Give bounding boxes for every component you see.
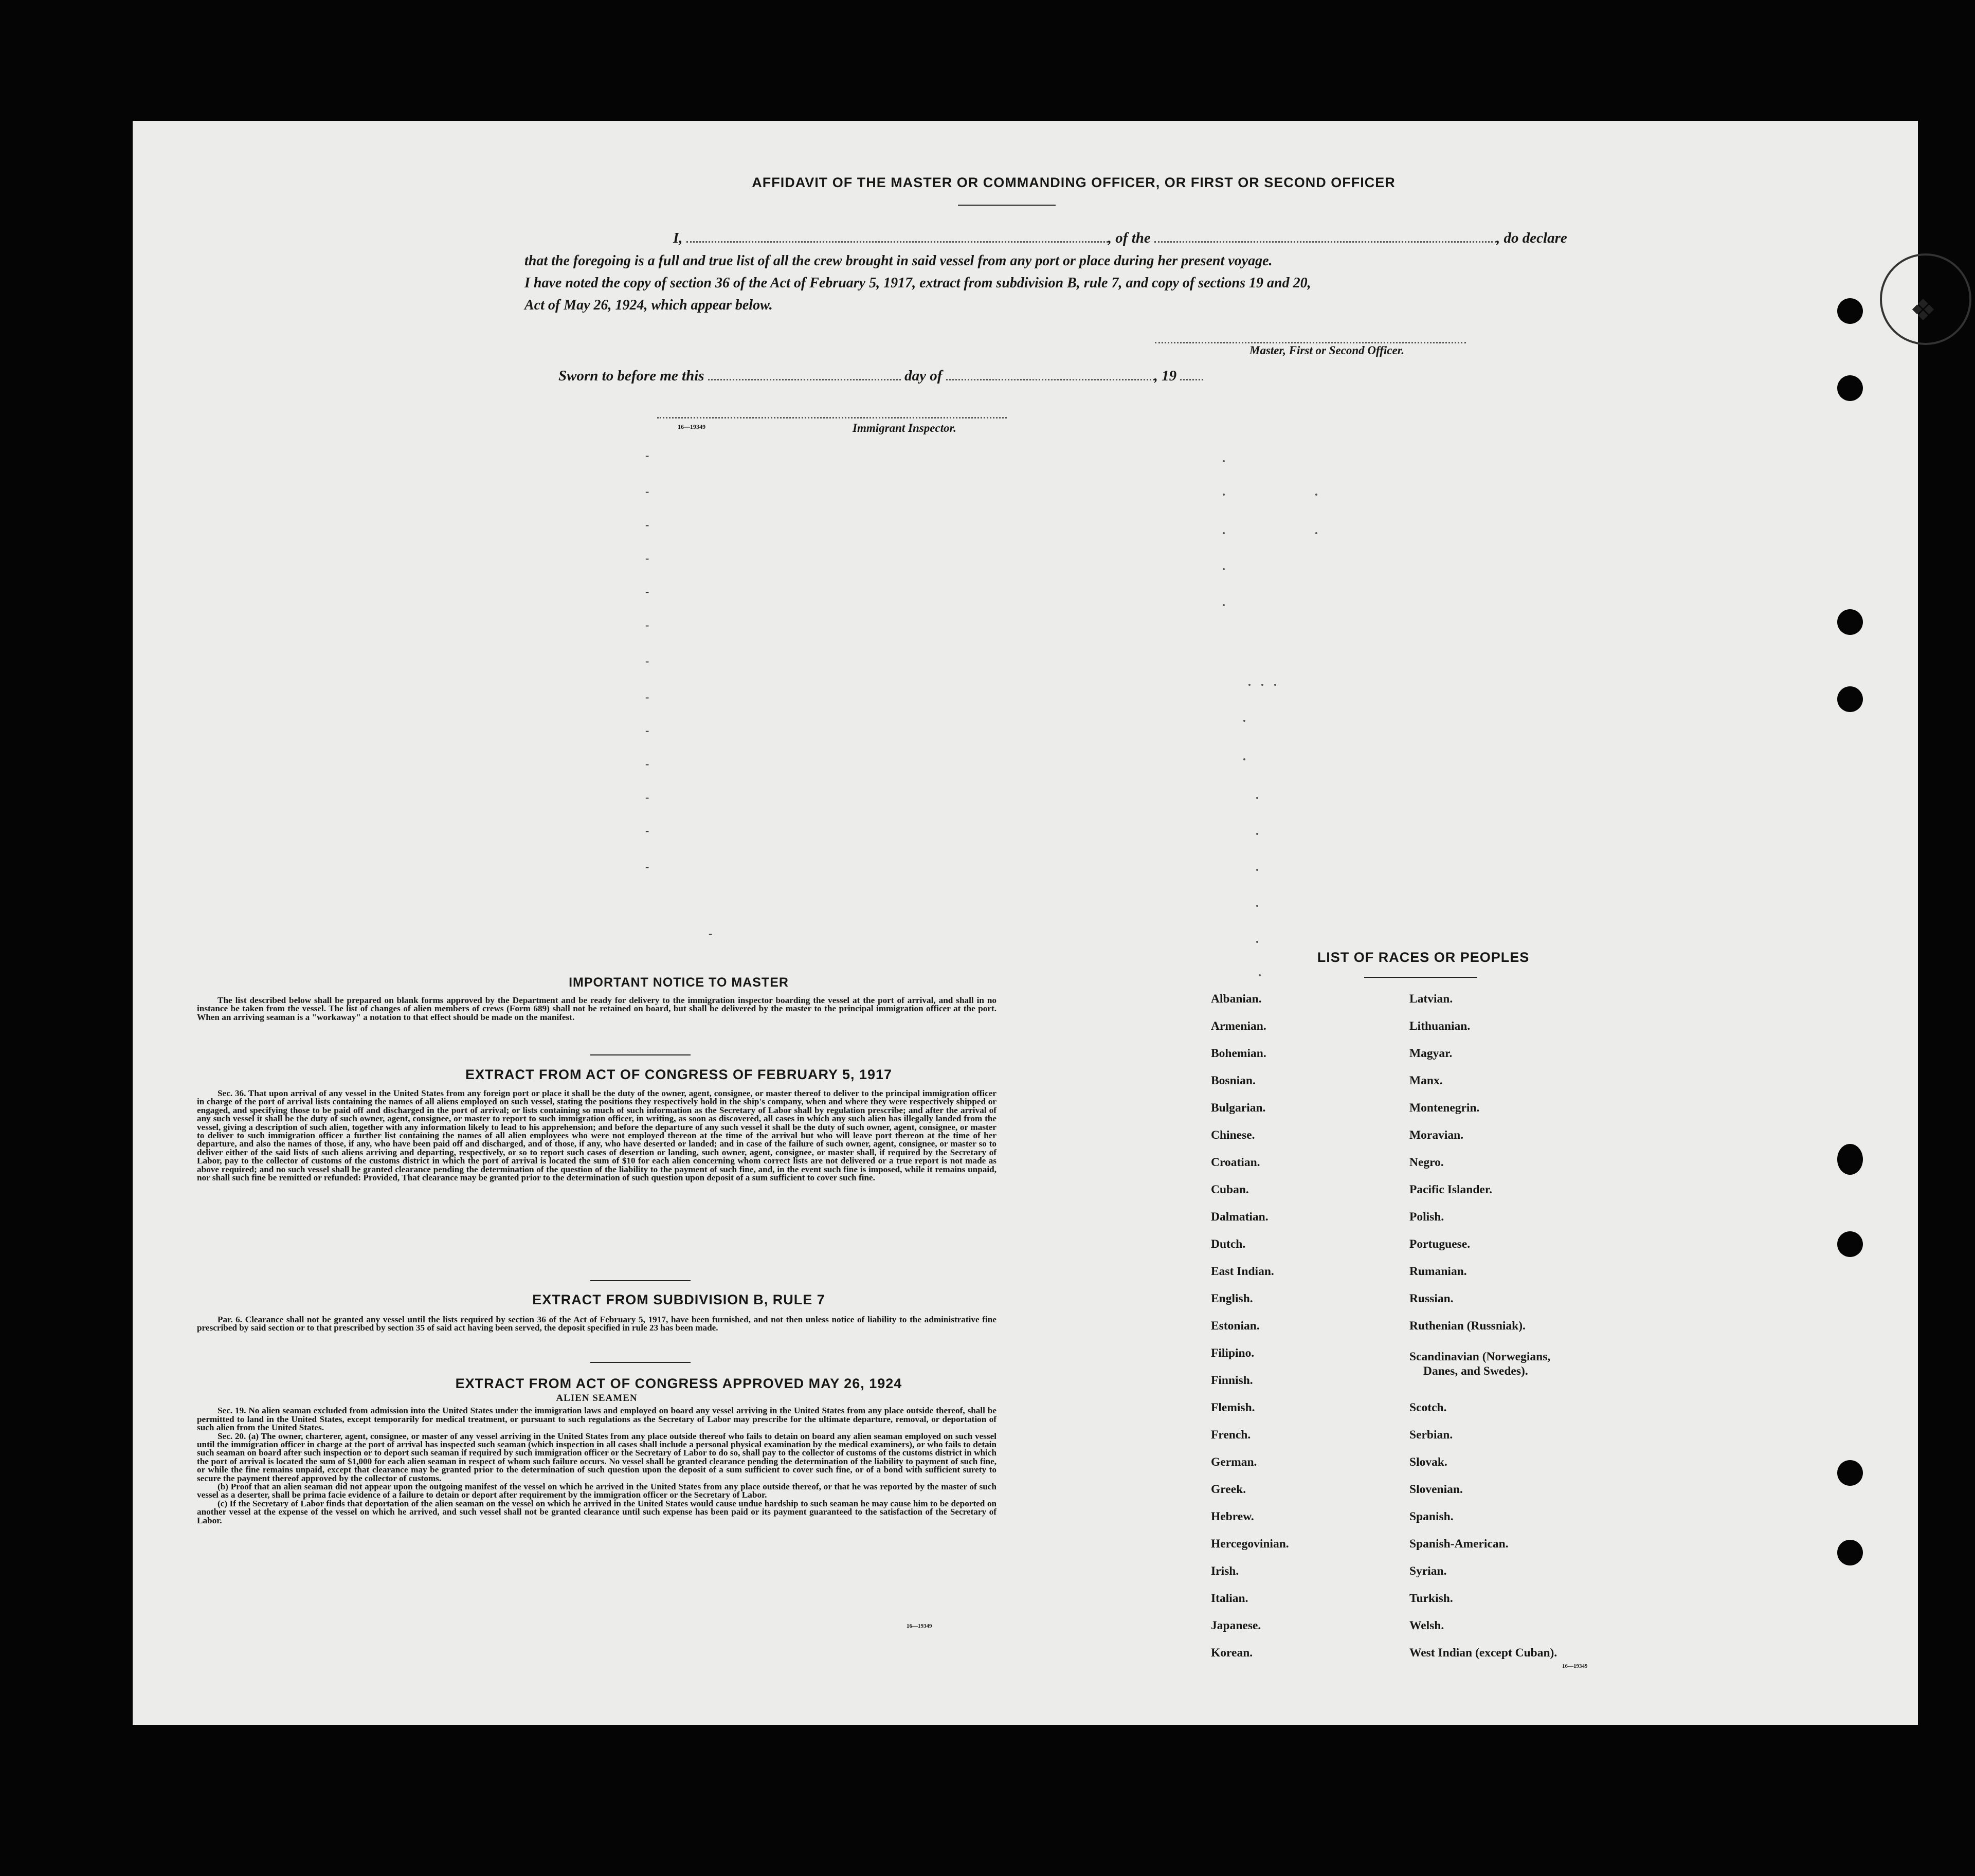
race-left: Bohemian. [1211,1047,1266,1060]
race-right: Rumanian. [1409,1265,1467,1278]
section-divider [590,1362,691,1363]
of-the-label: , of the [1108,230,1151,246]
race-left: Korean. [1211,1646,1253,1660]
master-signature-blank[interactable] [1155,338,1466,343]
affidavit-line-1 [673,230,1567,247]
race-left: Irish. [1211,1564,1239,1578]
sworn-year-blank[interactable] [1180,375,1203,380]
blank-area-mark: - [645,654,649,667]
blank-area-dot [1315,494,1317,496]
vessel-blank[interactable] [1154,237,1496,243]
sec-20c-paragraph: (c) If the Secretary of Labor finds that deportation of the alien seaman on the vessel on which he arrived in the United States would cause undue hardship to such seaman he may cause him to be deported on another vessel at the expense of the vessel on which he arrived, and such vessel shall not be granted clearance until such expense has been paid or its payment guaranteed to the satisfaction of the Secretary of Labor. [197,1498,996,1525]
title-underline [958,205,1056,206]
sec-19-paragraph: Sec. 19. No alien seaman excluded from admission into the United States under the immigration laws and employed on board any vessel arriving in the United States from any place outside thereof, shall be permitted to land in the United States, except temporarily for medical treatment, or pursuant to such regulations as the Secretary of Labor may prescribe for the ultimate departure, removal, or deportation of such alien from the United States. [197,1406,996,1433]
race-right: Welsh. [1409,1619,1444,1632]
blank-area-mark: - [645,618,649,631]
name-blank[interactable] [686,237,1108,243]
day-of-label: day of [904,368,943,384]
blank-area-mark: - [645,585,649,598]
extract-1924-title: EXTRACT FROM ACT OF CONGRESS APPROVED MAY 26, 1924 [455,1376,902,1391]
official-stamp [1880,253,1971,345]
race-left: Croatian. [1211,1156,1260,1169]
races-form-code: 16—19349 [1562,1663,1588,1669]
race-right: Turkish. [1409,1592,1453,1605]
race-right: Spanish-American. [1409,1537,1509,1551]
year-label: , 19 [1154,368,1177,384]
affidavit-title: AFFIDAVIT OF THE MASTER OR COMMANDING OFFICER, OR FIRST OR SECOND OFFICER [752,175,1396,190]
blank-area-mark: - [645,552,649,564]
blank-area-dot [1243,758,1245,760]
blank-area-mark: - [645,724,649,737]
blank-area-dot [1261,684,1263,686]
race-right: Danes, and Swedes). [1423,1364,1528,1378]
blank-area-dot [1256,905,1258,907]
race-right: Serbian. [1409,1428,1453,1442]
extract-1917-paragraph: Sec. 36. That upon arrival of any vessel in the United States from any foreign port or place it shall be the duty of the owner, agent, consignee, or master thereof to deliver to the principal immigration officer in charge of the port of arrival lists containing the names of all aliens employed on such vessel, stating the positions they respectively hold in the ship's company, when and where they were respectively shipped or engaged, and specifying those to be paid off and discharged in the port of arrival; or lists containing so much of such information as the Secretary of Labor shall by regulation prescribe; and after the arrival of any such vessel it shall be the duty of such owner, agent, consignee, or master to report to such immigration officer, in writing, as soon as discovered, all cases in which any such alien has illegally landed from the vessel, giving a description of such alien, together with any information likely to lead to his apprehension; and before the departure of any such vessel it shall be the duty of such owner, agent, consignee, or master to deliver to such immigration officer a further list containing the names of all alien employees who were not employed thereon at the time of the arrival but who will leave port thereon at the time of her departure, and also the names of those, if any, who have been paid off and discharged, and of those, if any, who have deserted or landed; and in case of the failure of such owner, agent, consignee, or master so to deliver either of the said lists of such aliens arriving and departing, respectively, or so to report such cases of desertion or landing, such owner, agent, consignee, or master shall, if required by the Secretary of Labor, pay to the collector of customs of the customs district in which the port of arrival is located the sum of $10 for each alien concerning whom correct lists are not delivered or a true report is not made as above required; and no such vessel shall be granted clearance pending the determination of the question of the liability to the payment of such fine, and, in the event such fine is imposed, while it remains unpaid, nor shall such fine be remitted or refunded: Provided, That clearance may be granted prior to the determination of such question upon deposit of a sum sufficient to cover such fine. [197,1088,996,1183]
sworn-month-blank[interactable] [946,375,1154,380]
affidavit-line-4: Act of May 26, 1924, which appear below. [524,297,773,313]
extract-1924-text [197,1394,996,1525]
race-left: Finnish. [1211,1374,1253,1387]
extract-rule7-text [197,1316,996,1333]
blank-area-mark: - [645,690,649,703]
race-left: Hercegovinian. [1211,1537,1289,1551]
race-left: Armenian. [1211,1019,1266,1033]
extract-1917-title: EXTRACT FROM ACT OF CONGRESS OF FEBRUARY 5, 1917 [465,1067,893,1082]
blank-area-dot [1256,797,1258,799]
race-right: Portuguese. [1409,1237,1471,1251]
race-right: Scotch. [1409,1401,1447,1414]
i-label: I, [673,230,683,246]
blank-area-dot [1223,460,1225,462]
eagle-seal-icon: ❖ [1910,294,1936,327]
race-left: Albanian. [1211,992,1262,1006]
race-right: Manx. [1409,1074,1443,1087]
race-right: Spanish. [1409,1510,1454,1523]
race-left: Dalmatian. [1211,1210,1269,1224]
blank-area-mark: - [709,927,713,940]
race-right: Ruthenian (Russniak). [1409,1319,1526,1333]
section-divider [590,1054,691,1055]
affidavit-line-3: I have noted the copy of section 36 of the Act of February 5, 1917, extract from subdivision B, rule 7, and copy of sections 19 and 20, [524,275,1311,291]
blank-area-mark: - [645,485,649,498]
race-right: Magyar. [1409,1047,1453,1060]
race-left: Filipino. [1211,1346,1255,1360]
race-left: French. [1211,1428,1251,1442]
blank-area-mark: - [645,518,649,531]
race-left: Dutch. [1211,1237,1246,1251]
blank-area-dot [1315,532,1317,534]
race-left: Estonian. [1211,1319,1260,1333]
blank-area-dot [1248,684,1251,686]
race-right: Latvian. [1409,992,1453,1006]
do-declare-label: , do declare [1496,230,1567,246]
race-right: Pacific Islander. [1409,1183,1493,1196]
punch-hole [1837,1144,1863,1175]
race-left: Bulgarian. [1211,1101,1266,1115]
race-right: Montenegrin. [1409,1101,1480,1115]
blank-area-dot [1256,869,1258,871]
race-left: Japanese. [1211,1619,1261,1632]
extract-form-code: 16—19349 [907,1623,932,1629]
affidavit-form-code: 16—19349 [678,423,705,430]
race-right: Syrian. [1409,1564,1447,1578]
punch-hole [1837,1460,1863,1486]
race-left: English. [1211,1292,1253,1305]
blank-area-mark: - [645,757,649,770]
race-right: West Indian (except Cuban). [1409,1646,1557,1660]
inspector-label: Immigrant Inspector. [853,422,956,434]
blank-area-dot [1256,941,1258,943]
notice-title: IMPORTANT NOTICE TO MASTER [569,975,789,990]
inspector-signature-blank[interactable] [657,413,1007,418]
blank-area-dot [1223,568,1225,570]
punch-hole [1837,375,1863,401]
race-right: Negro. [1409,1156,1444,1169]
blank-area-dot [1243,720,1245,722]
race-left: Cuban. [1211,1183,1249,1196]
punch-hole [1837,1231,1863,1257]
punch-hole [1837,686,1863,712]
extract-rule7-paragraph: Par. 6. Clearance shall not be granted any vessel until the lists required by section 36 of the Act of February 5, 1917, have been furnished, and not then unless notice of liability to the administrative fine prescribed by said section or to that prescribed by section 35 of said act having been served, the deposit specified in rule 23 has been made. [197,1315,996,1333]
race-left: Italian. [1211,1592,1248,1605]
blank-area-mark: - [645,824,649,837]
race-left: Chinese. [1211,1128,1255,1142]
blank-area-dot [1223,604,1225,606]
race-left: Hebrew. [1211,1510,1254,1523]
race-left: Flemish. [1211,1401,1255,1414]
race-right: Lithuanian. [1409,1019,1471,1033]
race-left: East Indian. [1211,1265,1274,1278]
races-title-underline [1364,977,1477,978]
extract-1917-text [197,1089,996,1182]
race-right: Russian. [1409,1292,1454,1305]
alien-seamen-subtitle: ALIEN SEAMEN [556,1393,638,1404]
blank-area-dot [1274,684,1276,686]
punch-hole [1837,609,1863,635]
punch-hole [1837,298,1863,324]
race-left: German. [1211,1455,1257,1469]
sec-20b-paragraph: (b) Proof that an alien seaman did not appear upon the outgoing manifest of the vessel on which he arrived in the United States from any place outside thereof, or that he was reported by the master of such vessel as a deserter, shall be prima facie evidence of a failure to detain or deport after requirement by the immigration officer or the Secretary of Labor. [197,1482,996,1500]
punch-hole [1837,1540,1863,1565]
races-title: LIST OF RACES OR PEOPLES [1317,950,1530,965]
sworn-day-blank[interactable] [708,375,901,380]
affidavit-line-2: that the foregoing is a full and true list of all the crew brought in said vessel from any port or place during her present voyage. [524,253,1273,269]
race-right: Slovenian. [1409,1483,1463,1496]
race-left: Greek. [1211,1483,1246,1496]
notice-text [197,996,996,1022]
race-right: Polish. [1409,1210,1444,1224]
notice-paragraph: The list described below shall be prepared on blank forms approved by the Department and be ready for delivery to the immigration inspector boarding the vessel at the port of arrival, and shall in no instance be taken from the vessel. The list of changes of alien members of crews (Form 689) shall not be retained on board, but shall be delivered by the master to the principal immigration officer at the port. When an arriving seaman is a "workaway" a notation to that effect should be made on the manifest. [197,995,996,1022]
race-right: Moravian. [1409,1128,1464,1142]
extract-rule7-title: EXTRACT FROM SUBDIVISION B, RULE 7 [532,1292,825,1307]
section-divider [590,1280,691,1281]
race-left: Bosnian. [1211,1074,1256,1087]
race-right: Scandinavian (Norwegians, [1409,1350,1551,1363]
sworn-label: Sworn to before me this [558,368,704,384]
blank-area-dot [1259,974,1261,976]
sec-20a-paragraph: Sec. 20. (a) The owner, charterer, agent, consignee, or master of any vessel arriving in the United States from any place outside thereof who fails to detain on board any alien seaman employed on such vessel until the immigration officer in charge at the port of arrival has inspected such seaman (which inspection in all cases shall include a personal physical examination by the medical examiners), or who fails to detain such seaman on board after such inspection or to deport such seaman if required by such immigration officer or the Secretary of Labor to do so, shall pay to the collector of customs of the customs district in which the port of arrival is located the sum of $1,000 for each alien seaman in respect of whom such failure occurs. No vessel shall be granted clearance pending the determination of the liability to payment of such fine, or while the fine remains unpaid, except that clearance may be granted prior to the determination of such question upon the deposit of a sum sufficient to cover such fine, or of a bond with sufficient surety to secure the payment thereof approved by the collector of customs. [197,1431,996,1483]
blank-area-dot [1256,833,1258,835]
blank-area-mark: - [645,449,649,462]
form-sheet [133,121,1936,1725]
blank-area-dot [1223,494,1225,496]
blank-area-mark: - [645,860,649,873]
sworn-line [558,368,1203,385]
race-right: Slovak. [1409,1455,1447,1469]
blank-area-dot [1223,532,1225,534]
blank-area-mark: - [645,791,649,804]
master-signature-label: Master, First or Second Officer. [1249,344,1405,357]
